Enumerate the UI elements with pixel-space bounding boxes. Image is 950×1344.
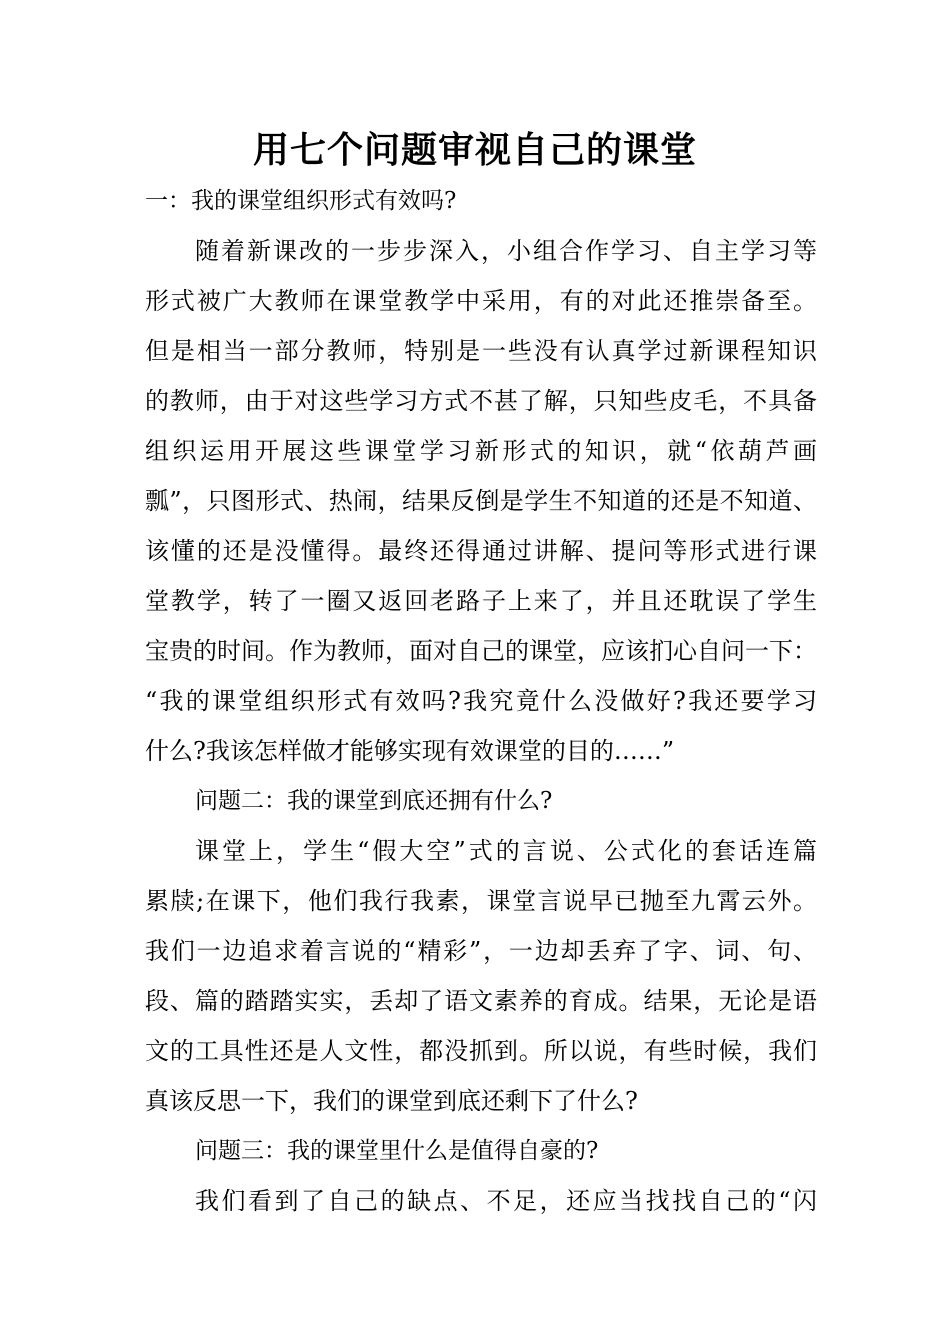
paragraph-line: 瓢”，只图形式、热闹，结果反倒是学生不知道的还是不知道、 bbox=[145, 487, 817, 515]
paragraph-line: “我的课堂组织形式有效吗?我究竟什么没做好?我还要学习 bbox=[145, 687, 817, 715]
paragraph-line: 宝贵的时间。作为教师，面对自己的课堂，应该扪心自问一下： bbox=[145, 637, 817, 665]
paragraph-line: 组织运用开展这些课堂学习新形式的知识，就“依葫芦画 bbox=[145, 437, 817, 465]
document-title: 用七个问题审视自己的课堂 bbox=[252, 129, 697, 171]
paragraph-line: 课堂上，学生“假大空”式的言说、公式化的套话连篇 bbox=[195, 837, 817, 865]
paragraph-line: 累牍;在课下，他们我行我素，课堂言说早已抛至九霄云外。 bbox=[145, 887, 817, 915]
paragraph-line: 我们看到了自己的缺点、不足，还应当找找自己的“闪 bbox=[195, 1187, 817, 1215]
paragraph-line: 该懂的还是没懂得。最终还得通过讲解、提问等形式进行课 bbox=[145, 537, 817, 565]
paragraph-line: 形式被广大教师在课堂教学中采用，有的对此还推崇备至。 bbox=[145, 287, 817, 315]
paragraph-line: 的教师，由于对这些学习方式不甚了解，只知些皮毛，不具备 bbox=[145, 387, 817, 415]
paragraph-line: 我们一边追求着言说的“精彩”，一边却丢弃了字、词、句、 bbox=[145, 937, 817, 965]
document-body bbox=[145, 176, 817, 1226]
paragraph-line: 随着新课改的一步步深入，小组合作学习、自主学习等 bbox=[195, 237, 817, 265]
paragraph-line: 但是相当一部分教师，特别是一些没有认真学过新课程知识 bbox=[145, 337, 817, 365]
section-heading-2: 问题二：我的课堂到底还拥有什么? bbox=[195, 788, 553, 814]
paragraph-line: 什么?我该怎样做才能够实现有效课堂的目的……” bbox=[145, 737, 675, 765]
section-heading-3: 问题三：我的课堂里什么是值得自豪的? bbox=[195, 1138, 599, 1164]
paragraph-line: 真该反思一下，我们的课堂到底还剩下了什么? bbox=[145, 1087, 638, 1115]
paragraph-line: 段、篇的踏踏实实，丢却了语文素养的育成。结果，无论是语 bbox=[145, 987, 817, 1015]
paragraph-line: 文的工具性还是人文性，都没抓到。所以说，有些时候，我们 bbox=[145, 1037, 817, 1065]
paragraph-line: 堂教学，转了一圈又返回老路子上来了，并且还耽误了学生 bbox=[145, 587, 817, 615]
section-heading-1: 一：我的课堂组织形式有效吗? bbox=[145, 188, 457, 214]
